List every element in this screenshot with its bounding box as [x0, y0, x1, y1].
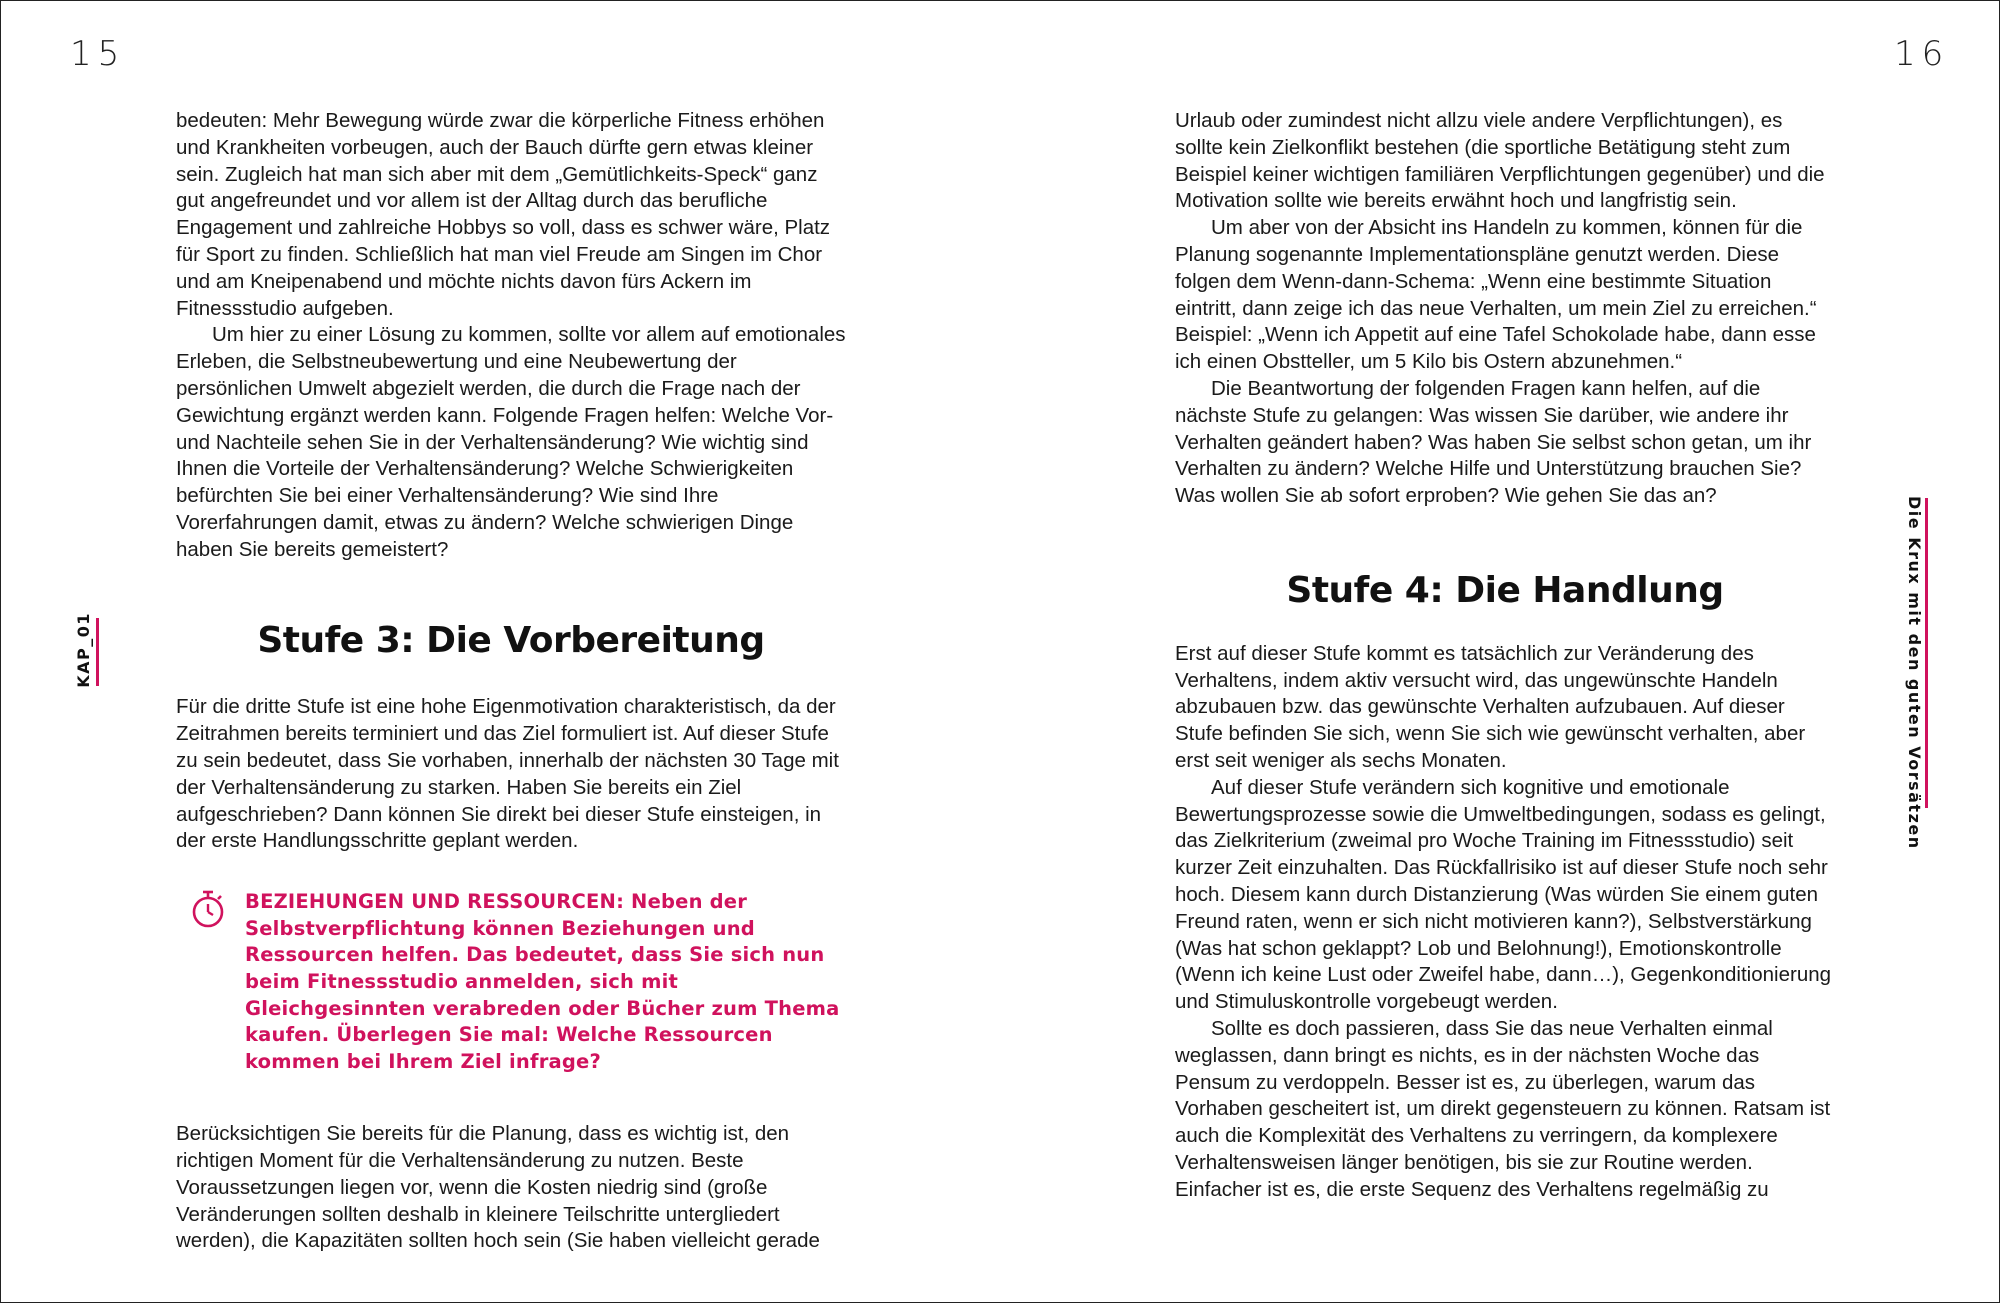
callout-text: BEZIEHUNGEN UND RESSOURCEN: Neben der Selbstverpflichtung können Beziehungen und Ressourcen helfen. Das bedeutet, dass Sie sich nun beim Fitnessstudio anmelden, sich mit Gleichgesinnten verabreden oder Bücher zum Thema kaufen. Überlegen Sie mal: Welche Ressourcen kommen bei Ihrem Ziel infrage?	[245, 890, 840, 1073]
right-text-column	[1175, 108, 1835, 1203]
paragraph: Sollte es doch passieren, dass Sie das neue Verhalten einmal weglassen, dann bringt es nichts, es in der nächsten Woche das Pensum zu verdoppeln. Besser ist es, zu überlegen, warum das Vorhaben gescheitert ist, um direkt gegensteuern zu können. Ratsam ist auch die Komplexität des Verhaltens zu verringern, da komplexere Verhaltensweisen länger benötigen, bis sie zur Routine werden. Einfacher ist es, die erste Sequenz des Verhaltens regelmäßig zu	[1175, 1016, 1831, 1201]
paragraph: Erst auf dieser Stufe kommt es tatsächlich zur Veränderung des Verhaltens, indem aktiv versucht wird, das ungewünschte Handeln abzubauen bzw. das gewünschte Verhalten aufzubauen. Auf dieser Stufe befinden Sie sich, wenn Sie sich wie gewünscht verhalten, aber erst seit weniger als sechs Monaten.	[1175, 641, 1806, 772]
section-heading-stufe-3: Stufe 3: Die Vorbereitung	[257, 619, 765, 661]
stopwatch-icon	[190, 889, 226, 929]
paragraph: Um aber von der Absicht ins Handeln zu kommen, können für die Planung sogenannte Implementationspläne genutzt werden. Diese folgen dem Wenn-dann-Schema: „Wenn eine bestimmte Situation eintritt, dann zeige ich das neue Verhalten, um mein Ziel zu erreichen.“ Beispiel: „Wenn ich Appetit auf eine Tafel Schokolade habe, dann esse ich einen Obstteller, um 5 Kilo bis Ostern abzunehmen.“	[1175, 216, 1817, 374]
paragraph: Die Beantwortung der folgenden Fragen kann helfen, auf die nächste Stufe zu gelangen: Was wissen Sie darüber, wie andere ihr Verhalten geändert haben? Was haben Sie selbst schon getan, um ihr Verhalten zu ändern? Welche Hilfe und Unterstützung brauchen Sie? Was wollen Sie ab sofort erproben? Wie gehen Sie das an?	[1175, 376, 1812, 508]
chapter-label: KAP_01	[74, 612, 93, 688]
page-number-right: 16	[1894, 34, 1950, 74]
page-number-left: 15	[70, 34, 126, 74]
paragraph: Auf dieser Stufe verändern sich kognitive und emotionale Bewertungsprozesse sowie die Umweltbedingungen, sodass es gelingt, das Zielkriterium (zweimal pro Woche Training im Fitnessstudio) seit kurzer Zeit einzuhalten. Das Rückfallrisiko ist auf dieser Stufe noch sehr hoch. Diesem kann durch Distanzierung (Was würden Sie einem guten Freund raten, wenn er sich nicht motivieren kann?), Selbstverstärkung (Was hat schon geklappt? Lob und Belohnung!), Emotionskontrolle (Wenn ich keine Lust oder Zweifel habe, dann…), Gegenkonditionierung und Stimuluskontrolle vorgebeugt werden.	[1175, 775, 1832, 1014]
paragraph: Urlaub oder zumindest nicht allzu viele andere Verpflichtungen), es sollte kein Zielkonflikt bestehen (die sportliche Betätigung steht zum Beispiel keiner wichtigen familiären Verpflichtungen gegenüber) und die Motivation sollte wie bereits erwähnt hoch und langfristig sein.	[1175, 109, 1825, 213]
tip-callout	[176, 889, 846, 1075]
paragraph: Für die dritte Stufe ist eine hohe Eigenmotivation charakteristisch, da der Zeitrahmen bereits terminiert und das Ziel formuliert ist. Auf dieser Stufe zu sein bedeutet, dass Sie vorhaben, innerhalb der nächsten 30 Tage mit der Verhaltensänderung zu starken. Haben Sie bereits ein Ziel aufgeschrieben? Dann können Sie direkt bei dieser Stufe einsteigen, in der erste Handlungsschritte geplant werden.	[176, 695, 839, 853]
running-title: Die Krux mit den guten Vorsätzen	[1905, 496, 1924, 850]
section-heading-stufe-4: Stufe 4: Die Handlung	[1286, 569, 1724, 611]
paragraph: bedeuten: Mehr Bewegung würde zwar die körperliche Fitness erhöhen und Krankheiten vorbeugen, auch der Bauch dürfte gern etwas kleiner sein. Zugleich hat man sich aber mit dem „Gemütlichkeits-Speck“ ganz gut angefreundet und vor allem ist der Alltag durch das berufliche Engagement und zahlreiche Hobbys so voll, dass es schwer wäre, Platz für Sport zu finden. Schließlich hat man viel Freude am Singen im Chor und am Kneipenabend und möchte nichts davon fürs Ackern im Fitnessstudio aufgeben.	[176, 109, 831, 320]
chapter-marker-bar	[96, 618, 99, 686]
left-text-column	[176, 108, 846, 1255]
running-title-bar	[1925, 498, 1928, 808]
paragraph: Um hier zu einer Lösung zu kommen, sollte vor allem auf emotionales Erleben, die Selbstneubewertung und eine Neubewertung der persönlichen Umwelt abgezielt werden, die durch die Frage nach der Gewichtung ergänzt werden kann. Folgende Fragen helfen: Welche Vor- und Nachteile sehen Sie in der Verhaltensänderung? Wie wichtig sind Ihnen die Vorteile der Verhaltensänderung? Welche Schwierigkeiten befürchten Sie bei einer Verhaltensänderung? Wie sind Ihre Vorerfahrungen damit, etwas zu ändern? Welche schwierigen Dinge haben Sie bereits gemeistert?	[176, 323, 846, 561]
paragraph: Berücksichtigen Sie bereits für die Planung, dass es wichtig ist, den richtigen Moment für die Verhaltensänderung zu nutzen. Beste Voraussetzungen liegen vor, wenn die Kosten niedrig sind (große Veränderungen sollten deshalb in kleinere Teilschritte untergliedert werden), die Kapazitäten sollten hoch sein (Sie haben vielleicht gerade	[176, 1122, 820, 1253]
